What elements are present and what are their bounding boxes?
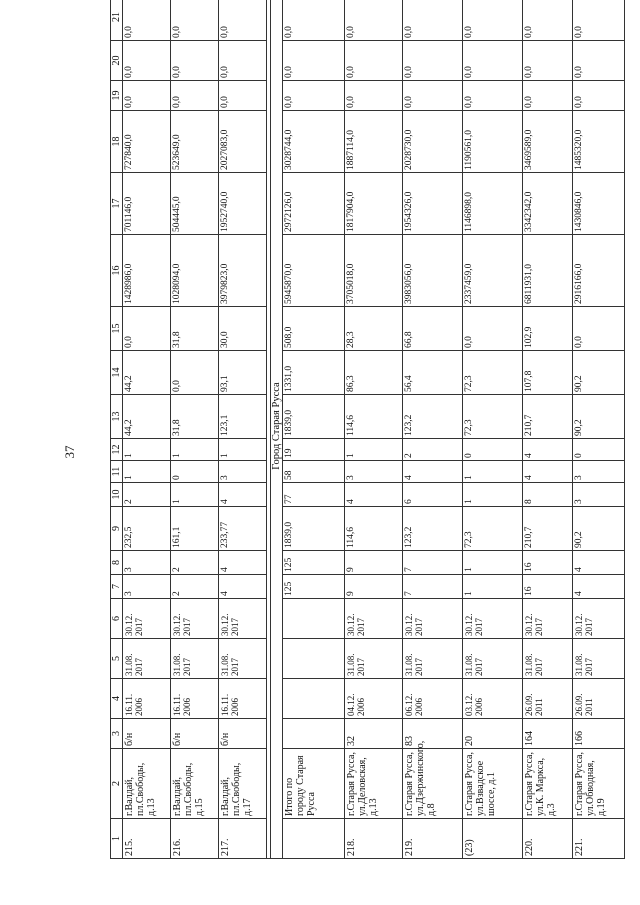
table-cell: 3028744,0 — [283, 111, 345, 173]
table-cell: 26.09. 2011 — [573, 679, 625, 719]
table-cell: 72,3 — [463, 351, 523, 395]
table-cell: 16 — [523, 551, 573, 575]
table-cell: 86,3 — [345, 351, 403, 395]
column-number: 14 — [111, 351, 123, 395]
table-cell: 4 — [219, 483, 267, 507]
table-cell: 30.12. 2017 — [523, 599, 573, 639]
table-cell: 218. — [345, 819, 403, 859]
table-cell: 0,0 — [523, 81, 573, 111]
table-cell: 16.11. 2006 — [219, 679, 267, 719]
table-cell: б/н — [123, 719, 171, 749]
column-number: 6 — [111, 599, 123, 639]
table-cell: 9 — [345, 575, 403, 599]
table-cell: 164 — [523, 719, 573, 749]
table-cell: 16.11. 2006 — [123, 679, 171, 719]
table-cell: 1 — [123, 439, 171, 461]
table-cell: Итого по городу Старая Русса — [283, 749, 345, 819]
table-cell: 3979823,0 — [219, 235, 267, 307]
table-cell: 90,2 — [573, 395, 625, 439]
table-cell: 8 — [523, 483, 573, 507]
table-cell: 0,0 — [345, 0, 403, 41]
table-cell: 3705018,0 — [345, 235, 403, 307]
table-cell: 0,0 — [403, 41, 463, 81]
table-cell: 31,8 — [171, 307, 219, 351]
table-cell: 1954326,0 — [403, 173, 463, 235]
table-cell: 3469589,0 — [523, 111, 573, 173]
table-cell: 44,2 — [123, 351, 171, 395]
table-cell: 217. — [219, 819, 267, 859]
table-cell: 1028094,0 — [171, 235, 219, 307]
table-cell: 221. — [573, 819, 625, 859]
table-cell: 4 — [345, 483, 403, 507]
table-cell: 6 — [403, 483, 463, 507]
table-cell: 2 — [171, 575, 219, 599]
table-cell: г.Валдай, пл.Свободы, д.17 — [219, 749, 267, 819]
column-number: 15 — [111, 307, 123, 351]
column-number: 5 — [111, 639, 123, 679]
table-cell: 83 — [403, 719, 463, 749]
table-cell: 5945870,0 — [283, 235, 345, 307]
table-cell: 26.09. 2011 — [523, 679, 573, 719]
table-cell: 77 — [283, 483, 345, 507]
column-number: 17 — [111, 173, 123, 235]
table-cell: 210,7 — [523, 395, 573, 439]
table-cell: 1428986,0 — [123, 235, 171, 307]
table-cell: 9 — [345, 551, 403, 575]
table-cell: 31.08. 2017 — [523, 639, 573, 679]
table-cell: 1 — [123, 461, 171, 483]
table-cell: 0,0 — [283, 41, 345, 81]
table-row — [171, 0, 219, 859]
table-cell: 3 — [123, 575, 171, 599]
table-cell: 216. — [171, 819, 219, 859]
table-cell: 727840,0 — [123, 111, 171, 173]
table-cell: 1485320,0 — [573, 111, 625, 173]
table-cell: 125 — [283, 551, 345, 575]
table-cell: 31.08. 2017 — [219, 639, 267, 679]
table-cell: 72,3 — [463, 395, 523, 439]
table-cell: 6811931,0 — [523, 235, 573, 307]
table-cell: 19 — [283, 439, 345, 461]
table-cell: 06.12. 2006 — [403, 679, 463, 719]
table-cell: 1 — [219, 439, 267, 461]
table-cell: 1190561,0 — [463, 111, 523, 173]
table-row — [219, 0, 267, 859]
table-cell: 1 — [171, 483, 219, 507]
table-cell: 0,0 — [403, 0, 463, 41]
housing-repair-table — [110, 0, 625, 859]
column-number: 18 — [111, 111, 123, 173]
table-cell: 508,0 — [283, 307, 345, 351]
table-cell: 1146898,0 — [463, 173, 523, 235]
table-cell: 0,0 — [463, 307, 523, 351]
table-cell: 0,0 — [573, 0, 625, 41]
column-number: 4 — [111, 679, 123, 719]
table-cell: 232,5 — [123, 507, 171, 551]
table-cell: 03.12. 2006 — [463, 679, 523, 719]
table-cell: 3983056,0 — [403, 235, 463, 307]
table-row — [573, 0, 625, 859]
column-number: 13 — [111, 395, 123, 439]
table-cell: 32 — [345, 719, 403, 749]
table-cell: 0,0 — [171, 41, 219, 81]
table-cell: 7 — [403, 575, 463, 599]
table-cell: 0,0 — [219, 0, 267, 41]
table-cell: 0,0 — [345, 41, 403, 81]
column-number: 1 — [111, 819, 123, 859]
table-cell: г.Старая Русса, ул.Дзержинского, д.8 — [403, 749, 463, 819]
column-number: 19 — [111, 81, 123, 111]
table-cell: 3 — [573, 483, 625, 507]
table-cell: 0,0 — [573, 307, 625, 351]
table-cell: 4 — [573, 575, 625, 599]
table-cell: 0,0 — [463, 81, 523, 111]
table-cell: 0,0 — [219, 41, 267, 81]
table-cell: 125 — [283, 575, 345, 599]
table-cell: 93,1 — [219, 351, 267, 395]
table-cell: 215. — [123, 819, 171, 859]
table-cell: 0 — [463, 439, 523, 461]
table-cell: 0,0 — [283, 81, 345, 111]
table-cell — [283, 679, 345, 719]
table-cell: 1952740,0 — [219, 173, 267, 235]
table-cell: г.Валдай, пл.Свободы, д.13 — [123, 749, 171, 819]
table-cell: 2027083,0 — [219, 111, 267, 173]
column-number: 9 — [111, 507, 123, 551]
table-cell: 31.08. 2017 — [403, 639, 463, 679]
section-row — [271, 0, 283, 859]
table-cell: 31.08. 2017 — [171, 639, 219, 679]
table-cell: 504445,0 — [171, 173, 219, 235]
table-cell: 0,0 — [573, 41, 625, 81]
table-cell: 0,0 — [123, 307, 171, 351]
table-cell: (23) — [463, 819, 523, 859]
table-row — [403, 0, 463, 859]
table-cell: 2028730,0 — [403, 111, 463, 173]
column-number: 8 — [111, 551, 123, 575]
table-cell — [283, 639, 345, 679]
table-body — [111, 0, 625, 859]
table-cell: 0,0 — [463, 41, 523, 81]
table-cell: 16.11. 2006 — [171, 679, 219, 719]
table-cell: 4 — [523, 439, 573, 461]
table-cell: 3 — [219, 461, 267, 483]
table-cell: 30.12. 2017 — [573, 599, 625, 639]
table-cell: 219. — [403, 819, 463, 859]
table-cell: 30.12. 2017 — [171, 599, 219, 639]
table-cell: 0,0 — [523, 41, 573, 81]
table-cell: 31.08. 2017 — [345, 639, 403, 679]
column-number: 10 — [111, 483, 123, 507]
table-cell: г.Старая Русса, ул.К. Маркса, д.3 — [523, 749, 573, 819]
table-cell: 56,4 — [403, 351, 463, 395]
table-cell: 1887114,0 — [345, 111, 403, 173]
table-cell: 31.08. 2017 — [573, 639, 625, 679]
table-cell: 114,6 — [345, 507, 403, 551]
table-cell: 30.12. 2017 — [403, 599, 463, 639]
rotated-table-viewport — [110, 12, 608, 859]
table-cell: 233,77 — [219, 507, 267, 551]
table-cell: 3342342,0 — [523, 173, 573, 235]
table-cell: 0,0 — [219, 81, 267, 111]
table-cell: 1 — [345, 439, 403, 461]
table-cell: 166 — [573, 719, 625, 749]
table-cell: 1 — [463, 551, 523, 575]
table-cell: 210,7 — [523, 507, 573, 551]
table-cell: б/н — [171, 719, 219, 749]
table-cell: 28,3 — [345, 307, 403, 351]
table-cell: 3 — [573, 461, 625, 483]
table-cell: 7 — [403, 551, 463, 575]
section-title: Город Старая Русса — [271, 0, 283, 859]
table-cell: 1 — [463, 575, 523, 599]
table-cell: 44,2 — [123, 395, 171, 439]
table-cell: 220. — [523, 819, 573, 859]
table-cell: г.Старая Русса, ул.Обводная, д.19 — [573, 749, 625, 819]
table-cell: 0 — [171, 461, 219, 483]
table-cell: 90,2 — [573, 351, 625, 395]
table-row — [463, 0, 523, 859]
column-number: 16 — [111, 235, 123, 307]
table-cell: 114,6 — [345, 395, 403, 439]
table-cell: 3 — [345, 461, 403, 483]
table-cell: 0,0 — [123, 41, 171, 81]
table-cell: 16 — [523, 575, 573, 599]
table-cell: 123,2 — [403, 507, 463, 551]
table-cell: 58 — [283, 461, 345, 483]
table-cell: 4 — [403, 461, 463, 483]
column-number: 2 — [111, 749, 123, 819]
page-number: 37 — [62, 445, 77, 459]
table-cell: 123,1 — [219, 395, 267, 439]
table-cell: 72,3 — [463, 507, 523, 551]
table-cell: 0,0 — [345, 81, 403, 111]
table-cell: 0 — [573, 439, 625, 461]
table-cell: 0,0 — [123, 81, 171, 111]
table-cell — [283, 719, 345, 749]
table-cell: 20 — [463, 719, 523, 749]
table-cell: 1839,0 — [283, 395, 345, 439]
table-cell: 2337459,0 — [463, 235, 523, 307]
table-cell: 0,0 — [403, 81, 463, 111]
table-cell — [283, 599, 345, 639]
table-cell: 4 — [573, 551, 625, 575]
table-row — [123, 0, 171, 859]
table-cell: 2 — [123, 483, 171, 507]
table-cell: 2 — [171, 551, 219, 575]
table-cell: 0,0 — [283, 0, 345, 41]
table-cell: 31.08. 2017 — [463, 639, 523, 679]
column-number: 3 — [111, 719, 123, 749]
table-cell: г.Старая Русса, ул.Деловская, д.13 — [345, 749, 403, 819]
table-cell: 30.12. 2017 — [463, 599, 523, 639]
column-number: 11 — [111, 461, 123, 483]
table-cell: 04.12. 2006 — [345, 679, 403, 719]
table-cell: 3 — [123, 551, 171, 575]
table-cell: 2916166,0 — [573, 235, 625, 307]
table-cell: 2 — [403, 439, 463, 461]
table-cell: 31,8 — [171, 395, 219, 439]
table-cell: 1430846,0 — [573, 173, 625, 235]
table-cell: 107,8 — [523, 351, 573, 395]
table-row — [523, 0, 573, 859]
table-cell: 31.08. 2017 — [123, 639, 171, 679]
table-cell: 66,8 — [403, 307, 463, 351]
column-number-row — [111, 0, 123, 859]
table-cell: 0,0 — [463, 0, 523, 41]
table-cell: 123,2 — [403, 395, 463, 439]
table-cell: 30.12. 2017 — [219, 599, 267, 639]
table-cell: 4 — [219, 575, 267, 599]
table-row — [345, 0, 403, 859]
table-cell: 0,0 — [171, 351, 219, 395]
table-cell: 30.12. 2017 — [345, 599, 403, 639]
table-cell: 1 — [171, 439, 219, 461]
table-cell: 2972126,0 — [283, 173, 345, 235]
column-number: 21 — [111, 0, 123, 41]
table-cell: 1 — [463, 483, 523, 507]
column-number: 20 — [111, 41, 123, 81]
table-cell: 523649,0 — [171, 111, 219, 173]
table-cell: 1 — [463, 461, 523, 483]
table-cell: 161,1 — [171, 507, 219, 551]
table-cell: 4 — [219, 551, 267, 575]
table-cell: 30,0 — [219, 307, 267, 351]
table-cell: 102,9 — [523, 307, 573, 351]
table-cell: б/н — [219, 719, 267, 749]
table-cell: 701146,0 — [123, 173, 171, 235]
column-number: 12 — [111, 439, 123, 461]
table-cell: 1817904,0 — [345, 173, 403, 235]
table-cell: 30.12. 2017 — [123, 599, 171, 639]
table-cell: г.Старая Русса, ул.Взвадское шоссе, д.1 — [463, 749, 523, 819]
table-cell: 1331,0 — [283, 351, 345, 395]
table-cell: 4 — [523, 461, 573, 483]
table-cell: 90,2 — [573, 507, 625, 551]
table-cell: 0,0 — [123, 0, 171, 41]
table-cell: г.Валдай, пл.Свободы, д.15 — [171, 749, 219, 819]
table-row — [283, 0, 345, 859]
table-cell: 0,0 — [573, 81, 625, 111]
table-cell: 0,0 — [171, 0, 219, 41]
table-cell: 0,0 — [171, 81, 219, 111]
table-cell: 0,0 — [523, 0, 573, 41]
column-number: 7 — [111, 575, 123, 599]
table-cell: 1839,0 — [283, 507, 345, 551]
table-cell — [283, 819, 345, 859]
